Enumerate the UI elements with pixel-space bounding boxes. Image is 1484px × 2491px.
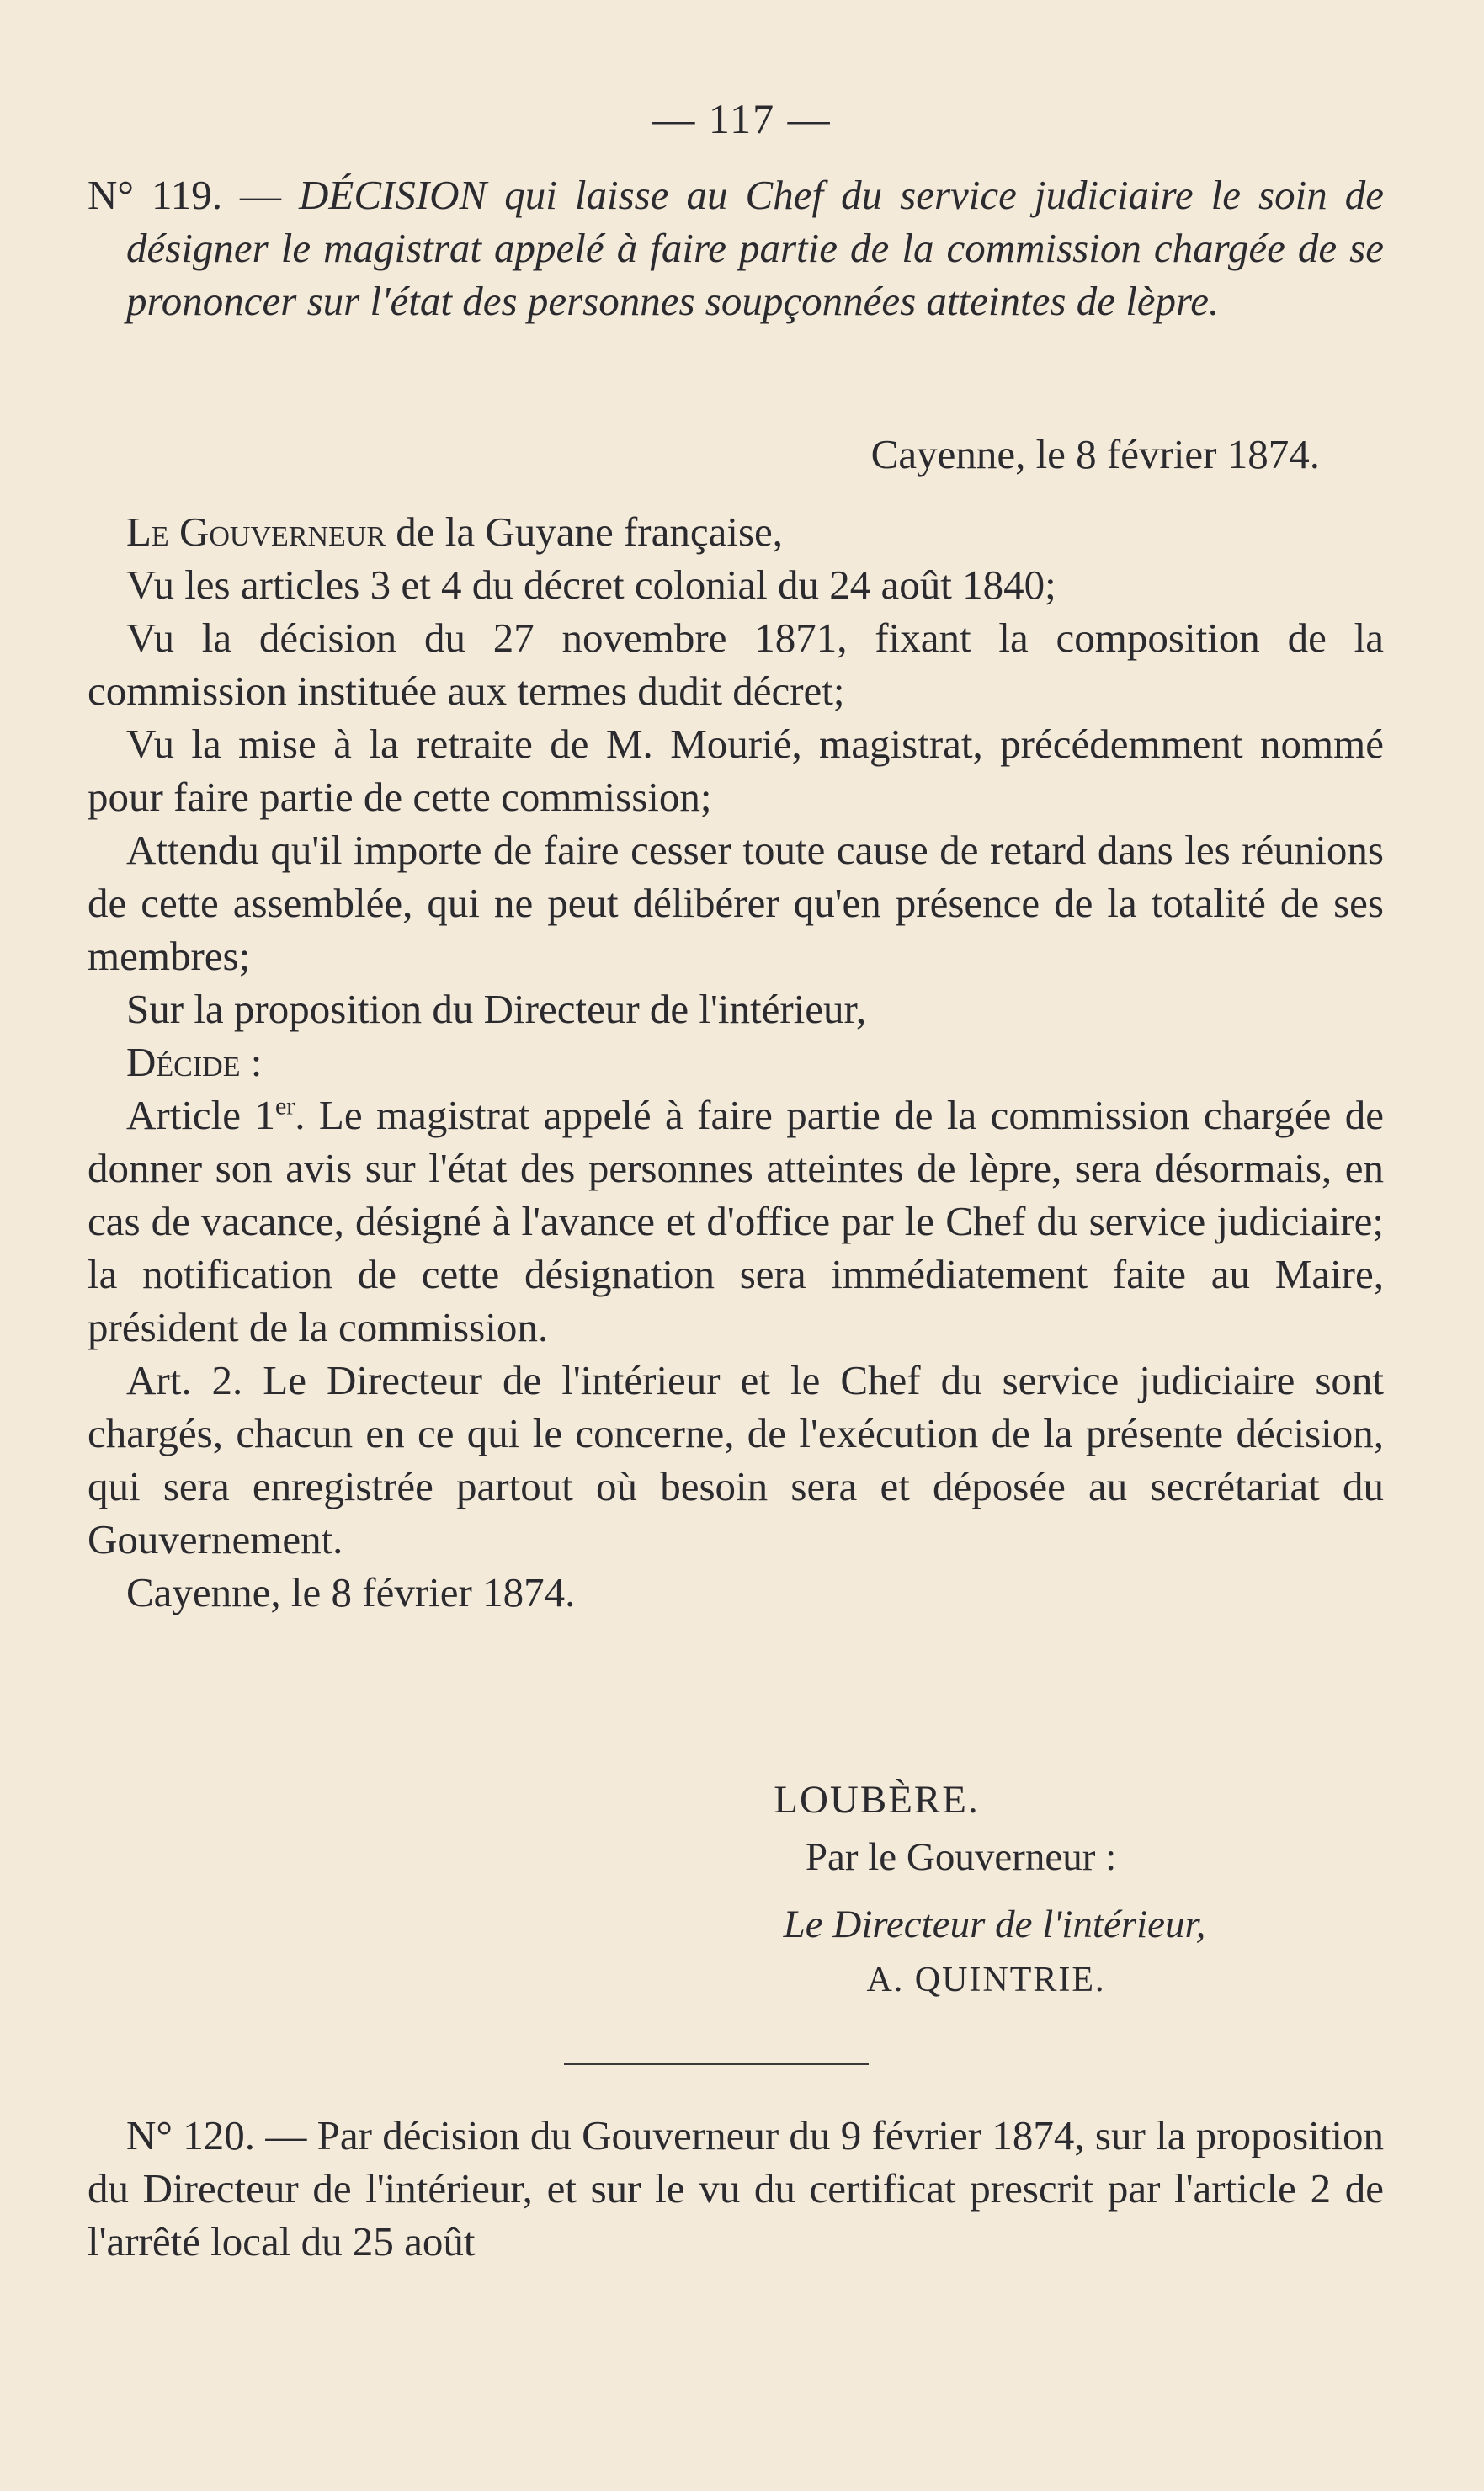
article-2: Art. 2. Le Directeur de l'intérieur et le Chef du service judiciaire sont chargés, chacun en ce qui le concerne, de l'exécution de la présente décision, qui sera enregistrée partout où besoin sera et déposée au secrétariat du Gouvernement. <box>88 1357 1384 1562</box>
decision-119-place-date: Cayenne, le 8 février 1874. <box>870 431 1320 477</box>
decision-119-number: N° 119. — <box>88 172 281 218</box>
decision-119-header <box>88 168 1384 327</box>
consideration-1: Vu les articles 3 et 4 du décret colonial du 24 août 1840; <box>126 562 1056 608</box>
closing-date: Cayenne, le 8 février 1874. <box>126 1569 576 1615</box>
governor-line: Le Gouverneur de la Guyane française, <box>126 508 784 555</box>
decision-119-title: DÉCISION qui laisse au Chef du service judiciaire le soin de désigner le magistrat appelé à faire partie de la commission chargée de se prononcer sur l'état des personnes soupçonnées atteintes de lèpre. <box>126 172 1384 324</box>
page-number: — 117 — <box>652 95 832 142</box>
consideration-4: Attendu qu'il importe de faire cesser toute cause de retard dans les réunions de cette assemblée, qui ne peut délibérer qu'en présence de la totalité de ses membres; <box>88 827 1384 979</box>
par-le-gouverneur: Par le Gouverneur : <box>805 1835 1117 1879</box>
signature-loubere: LOUBÈRE. <box>774 1778 980 1822</box>
section-divider <box>564 2063 869 2065</box>
consideration-5: Sur la proposition du Directeur de l'intérieur, <box>126 986 867 1032</box>
decision-120-text: N° 120. — Par décision du Gouverneur du 9 février 1874, sur la proposition du Directeur de l'intérieur, et sur le vu du certificat prescrit par l'article 2 de l'arrêté local du 25 août <box>88 2112 1384 2265</box>
consideration-3: Vu la mise à la retraite de M. Mourié, magistrat, précédemment nommé pour faire partie de cette commission; <box>88 721 1384 820</box>
decision-120 <box>88 2109 1384 2268</box>
decide-heading: Décide : <box>126 1039 263 1085</box>
director-title: Le Directeur de l'intérieur, <box>783 1903 1206 1946</box>
decision-119-body <box>88 505 1384 1619</box>
article-1: Article 1er. Le magistrat appelé à faire partie de la commission chargée de donner son avis sur l'état des personnes atteintes de lèpre, sera désormais, en cas de vacance, désigné à l'avance et d'office par le Chef du service judiciaire; la notification de cette désignation sera immédiatement faite au Maire, président de la commission. <box>88 1092 1384 1350</box>
consideration-2: Vu la décision du 27 novembre 1871, fixant la composition de la commission instituée aux termes dudit décret; <box>88 615 1384 714</box>
director-name: A. QUINTRIE. <box>866 1961 1106 1999</box>
